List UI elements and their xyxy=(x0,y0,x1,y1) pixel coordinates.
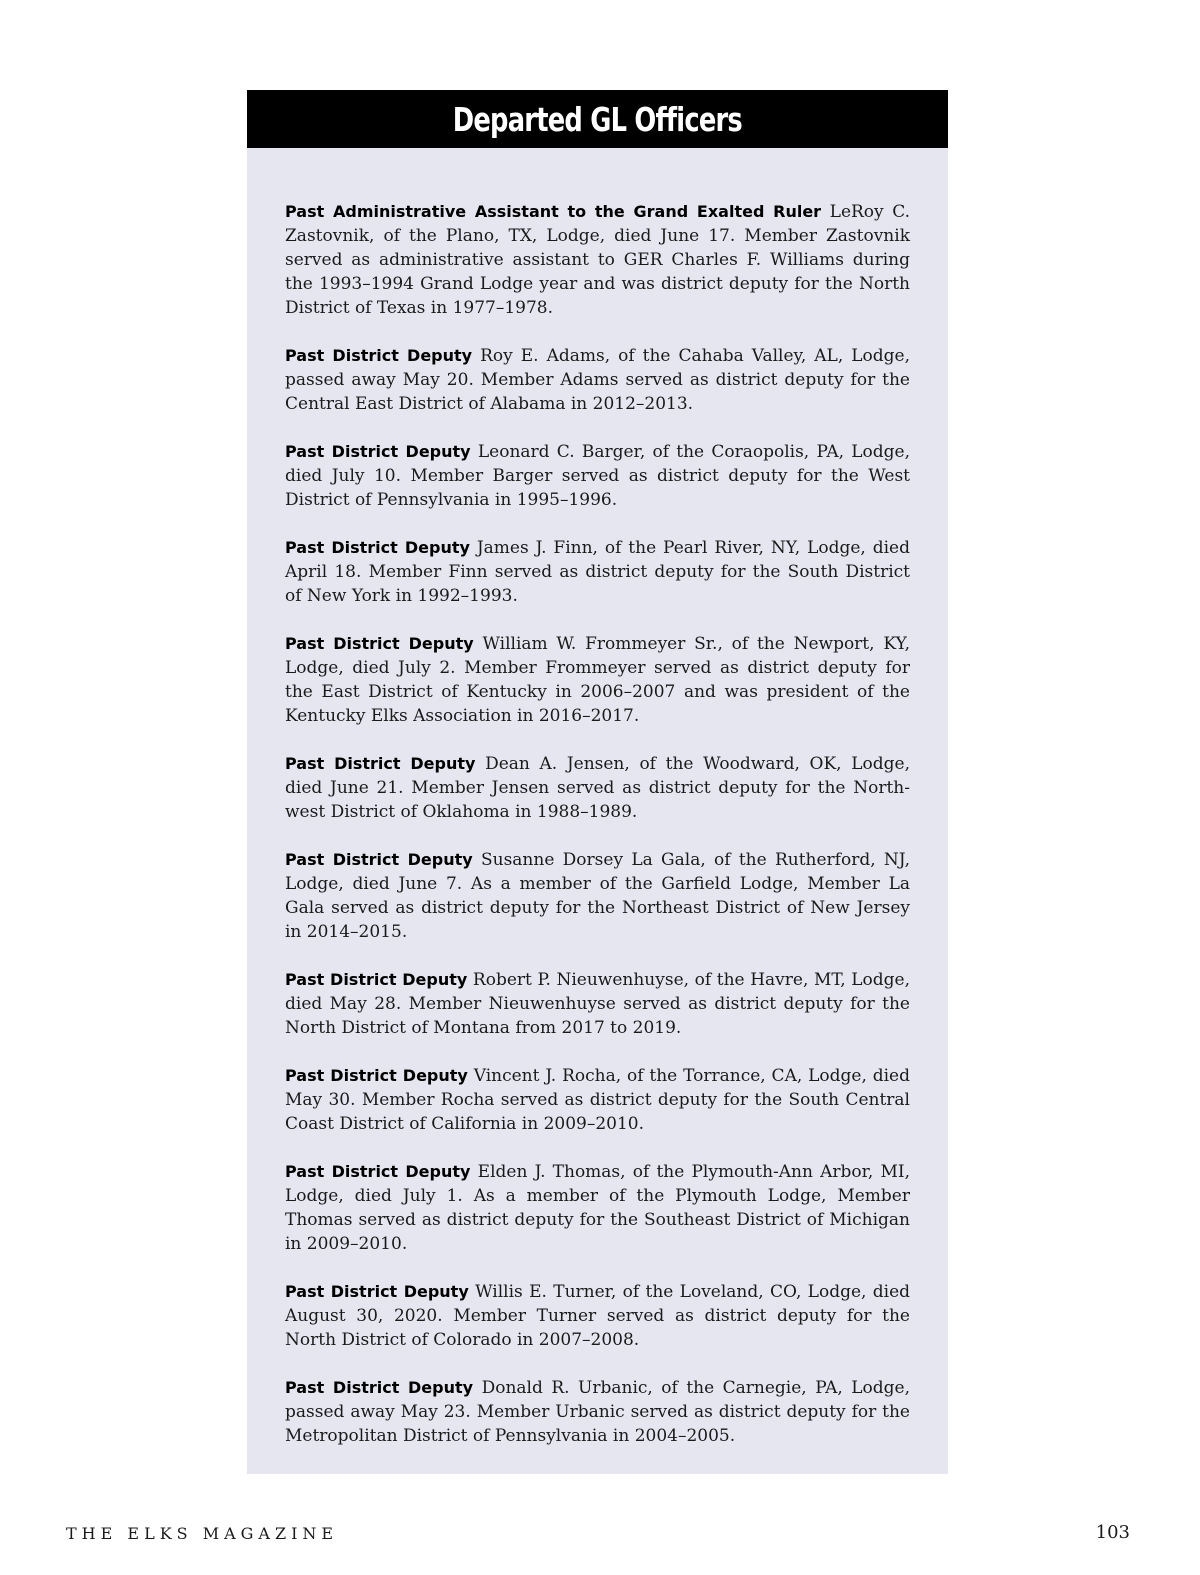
entry-text: Willis E. Turner, of the Loveland, CO, Lodge, died August 30, 2020. Member Turner served as district deputy for the North District of Colorado in 2007–2008. xyxy=(285,1282,911,1350)
entry-text: LeRoy C. Zastovnik, of the Plano, TX, Lodge, died June 17. Member Zastovnik served as administrative assistant to GER Charles F. Williams during the 1993–1994 Grand Lodge year and was district deputy for the North District of Texas in 1977–1978. xyxy=(285,202,911,318)
entry-role: Past District Deputy xyxy=(285,1162,471,1181)
officer-entry xyxy=(285,632,910,728)
entry-role: Past District Deputy xyxy=(285,538,470,557)
entry-text: Elden J. Thomas, of the Plymouth-Ann Arbor, MI, Lodge, died July 1. As a member of the Plymouth Lodge, Member Thomas served as district deputy for the Southeast District of Michigan in 2009–2010. xyxy=(285,1162,911,1254)
entry-text: Roy E. Adams, of the Cahaba Valley, AL, Lodge, passed away May 20. Member Adams served as district deputy for the Central East District of Alabama in 2012–2013. xyxy=(285,346,911,414)
entry-role: Past District Deputy xyxy=(285,754,476,773)
entry-role: Past District Deputy xyxy=(285,1066,468,1085)
entry-text: William W. Frommeyer Sr., of the Newport, KY, Lodge, died July 2. Member Frommeyer served as district deputy for the East District of Kentucky in 2006–2007 and was president of the Kentucky Elks Association in 2016–2017. xyxy=(285,634,911,726)
entry-text: Leonard C. Barger, of the Coraopolis, PA, Lodge, died July 10. Member Barger served as district deputy for the West District of Pennsylvania in 1995–1996. xyxy=(285,442,911,510)
officer-entry xyxy=(285,1280,910,1352)
officer-entry xyxy=(285,752,910,824)
entry-text: Dean A. Jensen, of the Woodward, OK, Lodge, died June 21. Member Jensen served as district deputy for the North-west District of Oklahoma in 1988–1989. xyxy=(285,754,910,822)
entry-role: Past District Deputy xyxy=(285,346,473,365)
panel-title: Departed GL Officers xyxy=(452,99,743,139)
magazine-name: THE ELKS MAGAZINE xyxy=(66,1524,339,1543)
officer-entry xyxy=(285,536,910,608)
entry-text: Vincent J. Rocha, of the Torrance, CA, Lodge, died May 30. Member Rocha served as district deputy for the South Central Coast District of California in 2009–2010. xyxy=(285,1066,911,1134)
entry-role: Past District Deputy xyxy=(285,850,473,869)
officer-entry xyxy=(285,1064,910,1136)
officer-entry xyxy=(285,440,910,512)
entry-text: Donald R. Urbanic, of the Carnegie, PA, Lodge, passed away May 23. Member Urbanic served as district deputy for the Metropolitan District of Pennsylvania in 2004–2005. xyxy=(285,1378,911,1446)
panel-header xyxy=(247,90,948,148)
entry-role: Past District Deputy xyxy=(285,1378,474,1397)
entry-text: James J. Finn, of the Pearl River, NY, Lodge, died April 18. Member Finn served as district deputy for the South District of New York in 1992–1993. xyxy=(285,538,911,606)
entry-role: Past District Deputy xyxy=(285,634,474,653)
officer-entry xyxy=(285,848,910,944)
officer-entry xyxy=(285,968,910,1040)
entries-list xyxy=(285,200,910,1472)
officer-entry xyxy=(285,344,910,416)
entry-role: Past District Deputy xyxy=(285,442,471,461)
entry-text: Susanne Dorsey La Gala, of the Rutherford, NJ, Lodge, died June 7. As a member of the Garfield Lodge, Member La Gala served as district deputy for the Northeast District of New Jersey in 2014–2015. xyxy=(285,850,911,942)
entry-text: Robert P. Nieuwenhuyse, of the Havre, MT, Lodge, died May 28. Member Nieuwenhuyse served as district deputy for the North District of Montana from 2017 to 2019. xyxy=(285,970,910,1038)
entry-role: Past District Deputy xyxy=(285,970,468,989)
departed-officers-panel xyxy=(247,90,948,1474)
officer-entry xyxy=(285,1160,910,1256)
officer-entry xyxy=(285,1376,910,1448)
entry-role: Past Administrative Assistant to the Grand Exalted Ruler xyxy=(285,202,822,221)
officer-entry xyxy=(285,200,910,320)
entry-role: Past District Deputy xyxy=(285,1282,469,1301)
page-number: 103 xyxy=(1095,1522,1130,1543)
